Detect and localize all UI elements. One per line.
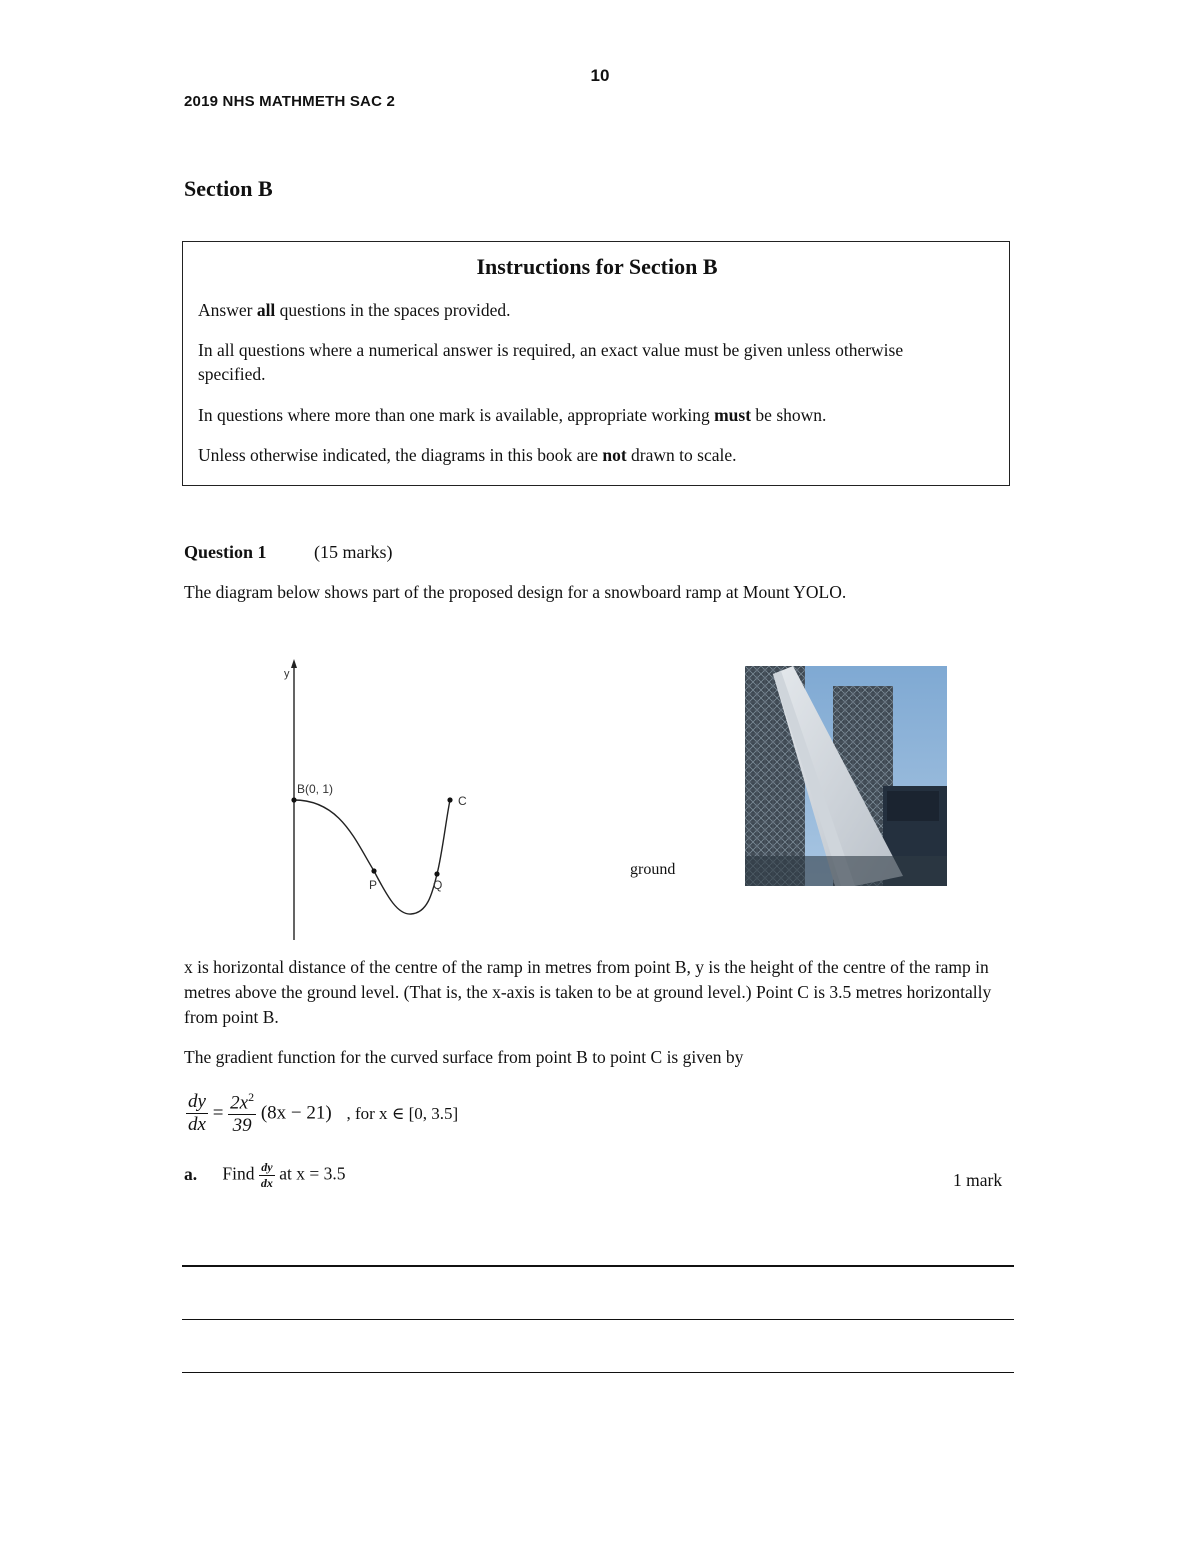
part-a-derivative [259, 1160, 275, 1191]
question-intro: The diagram below shows part of the proposed design for a snowboard ramp at Mount YOLO. [184, 582, 847, 602]
part-a-derivative-numerator: dy [259, 1160, 275, 1176]
equals-sign: = [212, 1102, 224, 1124]
question-description: x is horizontal distance of the centre of the ramp in metres from point B, y is the height of the centre of the ramp in metres above the ground level. (That is, the x-axis is taken to be at ground level.) Point C is 3.5 metres horizontally from point B. [184, 957, 992, 1027]
derivative-fraction [186, 1091, 208, 1136]
instruction-text: In questions where more than one mark is available, appropriate working [198, 405, 715, 425]
instruction-text: drawn to scale. [626, 445, 737, 465]
formula-domain: , for x ∈ [0, 3.5] [346, 1103, 459, 1123]
answer-line-3[interactable] [182, 1372, 1014, 1373]
part-a [184, 1160, 345, 1191]
gradient-formula [186, 1090, 458, 1137]
point-b-label: B(0, 1) [297, 782, 334, 796]
instruction-emphasis: must [714, 405, 752, 425]
gradient-intro: The gradient function for the curved surface from point B to point C is given by [184, 1047, 744, 1067]
ground-label: ground [630, 861, 676, 878]
document-header: 2019 NHS MATHMETH SAC 2 [184, 93, 396, 110]
ramp-diagram [270, 650, 490, 942]
coefficient-fraction [228, 1090, 256, 1137]
part-a-at: at x = 3.5 [279, 1163, 346, 1184]
question-marks: (15 marks) [314, 542, 393, 562]
point-b-marker [291, 797, 296, 802]
formula-factor: (8x − 21) [260, 1102, 332, 1124]
instruction-emphasis: all [256, 300, 276, 320]
section-title: Section B [184, 176, 273, 201]
instruction-text: Unless otherwise indicated, the diagrams in this book are [198, 445, 603, 465]
derivative-numerator: dy [188, 1091, 206, 1113]
instruction-line-3 [198, 403, 988, 427]
ramp-curve [294, 800, 450, 914]
point-p-marker [371, 868, 376, 873]
point-q-label: Q [433, 878, 443, 892]
instruction-line-2: In all questions where a numerical answer is required, an exact value must be given unless otherwise specified. [198, 340, 904, 384]
y-axis-label: y [284, 668, 290, 680]
answer-line-2[interactable] [182, 1319, 1014, 1320]
ramp-photo-image [745, 666, 947, 886]
coefficient-exponent: 2 [248, 1090, 255, 1104]
part-a-find: Find [222, 1163, 255, 1184]
instruction-emphasis: not [602, 445, 627, 465]
question-1-heading [184, 542, 392, 563]
part-a-letter: a. [184, 1163, 198, 1184]
instruction-text: be shown. [751, 405, 827, 425]
instruction-text: Answer [198, 300, 257, 320]
instruction-text: questions in the spaces provided. [275, 300, 511, 320]
answer-line-1[interactable] [182, 1265, 1014, 1267]
instruction-line-1 [198, 298, 988, 322]
point-c-label: C [458, 794, 467, 808]
coefficient-denominator: 39 [232, 1115, 252, 1137]
point-c-marker [447, 797, 452, 802]
coefficient-numerator [228, 1090, 256, 1115]
question-label: Question 1 [184, 542, 267, 562]
coefficient-base: 2x [230, 1092, 249, 1114]
point-p-label: P [369, 878, 378, 892]
derivative-denominator: dx [188, 1114, 206, 1136]
ramp-photo [745, 666, 947, 886]
point-q-marker [434, 871, 439, 876]
part-a-derivative-denominator: dx [260, 1176, 273, 1190]
instructions-box [182, 241, 1010, 486]
part-a-marks: 1 mark [953, 1170, 1003, 1190]
instruction-line-4 [198, 443, 988, 467]
y-axis-arrow [291, 659, 297, 668]
instructions-title: Instructions for Section B [476, 254, 718, 279]
page-number: 10 [590, 66, 610, 85]
